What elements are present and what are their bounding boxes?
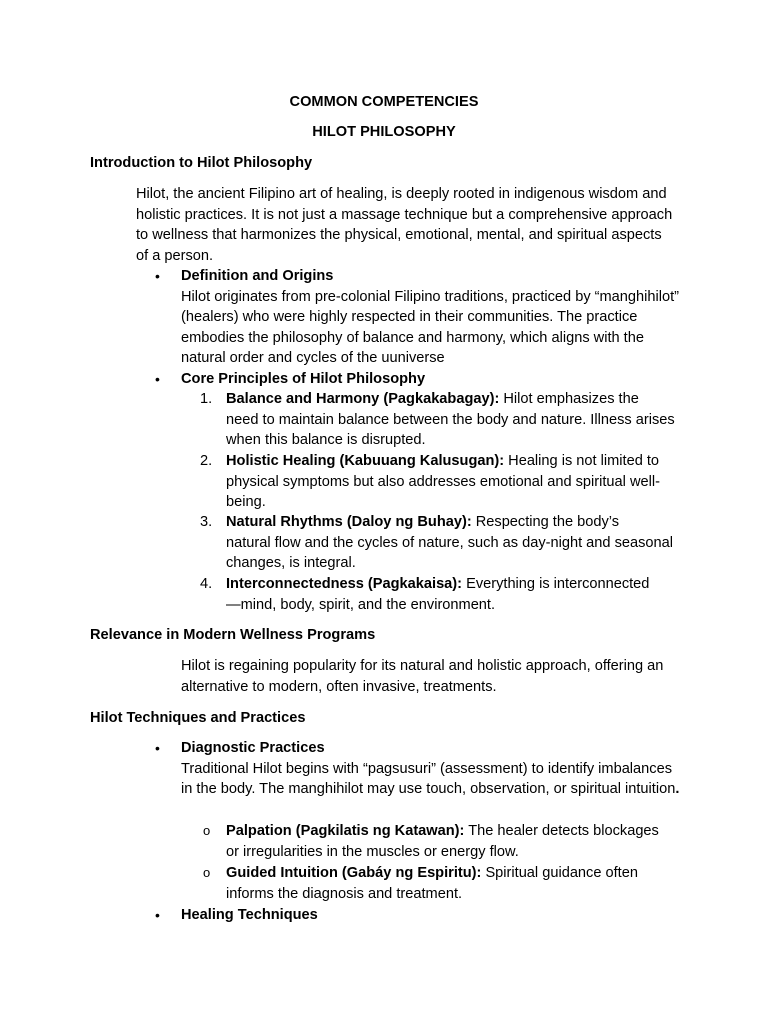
principle-term: Interconnectedness (Pagkakaisa):	[226, 576, 463, 592]
section-heading-relevance: Relevance in Modern Wellness Programs	[90, 627, 376, 643]
section-heading-techniques: Hilot Techniques and Practices	[90, 710, 306, 726]
document-subtitle: HILOT PHILOSOPHY	[312, 124, 456, 140]
subitem-text: The healer detects blockages	[464, 823, 659, 839]
bullet-icon: •	[155, 740, 160, 756]
definition-origins-item	[181, 266, 681, 369]
principle-text: need to maintain balance between the body and nature. Illness arises when this balance is disrupted.	[226, 411, 675, 449]
circle-bullet-icon: o	[203, 865, 211, 880]
list-number: 3.	[200, 514, 213, 530]
list-number: 4.	[200, 576, 213, 592]
bullet-icon: •	[155, 371, 160, 387]
section-heading-introduction: Introduction to Hilot Philosophy	[90, 155, 313, 171]
relevance-paragraph: Hilot is regaining popularity for its natural and holistic approach, offering an alternative to modern, often invasive, treatments.	[181, 658, 664, 695]
circle-bullet-icon: o	[203, 823, 211, 838]
subitem-text: informs the diagnosis and treatment.	[226, 885, 463, 902]
principle-item	[226, 451, 678, 513]
subitem-text: Spiritual guidance often	[481, 865, 638, 881]
list-number: 2.	[200, 453, 213, 469]
diagnostic-practices-item: Diagnostic Practices Traditional Hilot begins with “pagsusuri” (assessment) to identify imbalances in the body. The manghihilot may use touch, observation, or spiritual intuition.	[181, 740, 680, 798]
document-title: COMMON COMPETENCIES	[289, 94, 479, 110]
principle-text: Everything is interconnected	[462, 576, 650, 592]
principle-item	[226, 512, 678, 574]
core-principles-title: Core Principles of Hilot Philosophy	[181, 371, 426, 387]
diagnostic-practices-title: Diagnostic Practices	[181, 740, 325, 756]
principle-term: Holistic Healing (Kabuuang Kalusugan):	[226, 453, 505, 469]
principle-text: physical symptoms but also addresses emotional and spiritual well-being.	[226, 473, 660, 511]
principle-text: —mind, body, spirit, and the environment.	[226, 596, 496, 613]
healing-techniques-title: Healing Techniques	[181, 907, 318, 923]
principle-item	[226, 389, 678, 451]
principle-text: Hilot emphasizes the	[499, 391, 639, 407]
principle-term: Natural Rhythms (Daloy ng Buhay):	[226, 514, 472, 530]
principle-text: natural flow and the cycles of nature, such as day-night and seasonal changes, is integral.	[226, 534, 674, 572]
bullet-icon: •	[155, 907, 160, 923]
diagnostic-practices-text: Traditional Hilot begins with “pagsusuri” (assessment) to identify imbalances in the body. The manghihilot may use touch, observation, or spiritual intuition	[181, 760, 676, 798]
principle-text: Healing is not limited to	[504, 453, 660, 469]
diagnostic-subitem	[226, 821, 678, 862]
principle-term: Balance and Harmony (Pagkakabagay):	[226, 391, 500, 407]
subitem-term: Palpation (Pagkilatis ng Katawan):	[226, 823, 465, 839]
diagnostic-subitem	[226, 863, 678, 904]
subitem-term: Guided Intuition (Gabáy ng Espiritu):	[226, 865, 482, 881]
definition-origins-title: Definition and Origins	[181, 268, 334, 284]
intro-paragraph: Hilot, the ancient Filipino art of healing, is deeply rooted in indigenous wisdom and holistic practices. It is not just a massage technique but a comprehensive approach to wellness that harmonizes the physical, emotional, mental, and spiritual aspects of a person.	[136, 186, 673, 264]
subitem-text: or irregularities in the muscles or energy flow.	[226, 843, 519, 860]
list-number: 1.	[200, 391, 213, 407]
bullet-icon: •	[155, 268, 160, 284]
principle-text: Respecting the body’s	[471, 514, 620, 530]
principle-item	[226, 574, 678, 615]
definition-origins-text: Hilot originates from pre-colonial Filipino traditions, practiced by “manghihilot” (healers) who were highly respected in their communities. The practice embodies the philosophy of balance and harmony, which aligns with the natural order and cycles of the uuniverse	[181, 288, 680, 367]
